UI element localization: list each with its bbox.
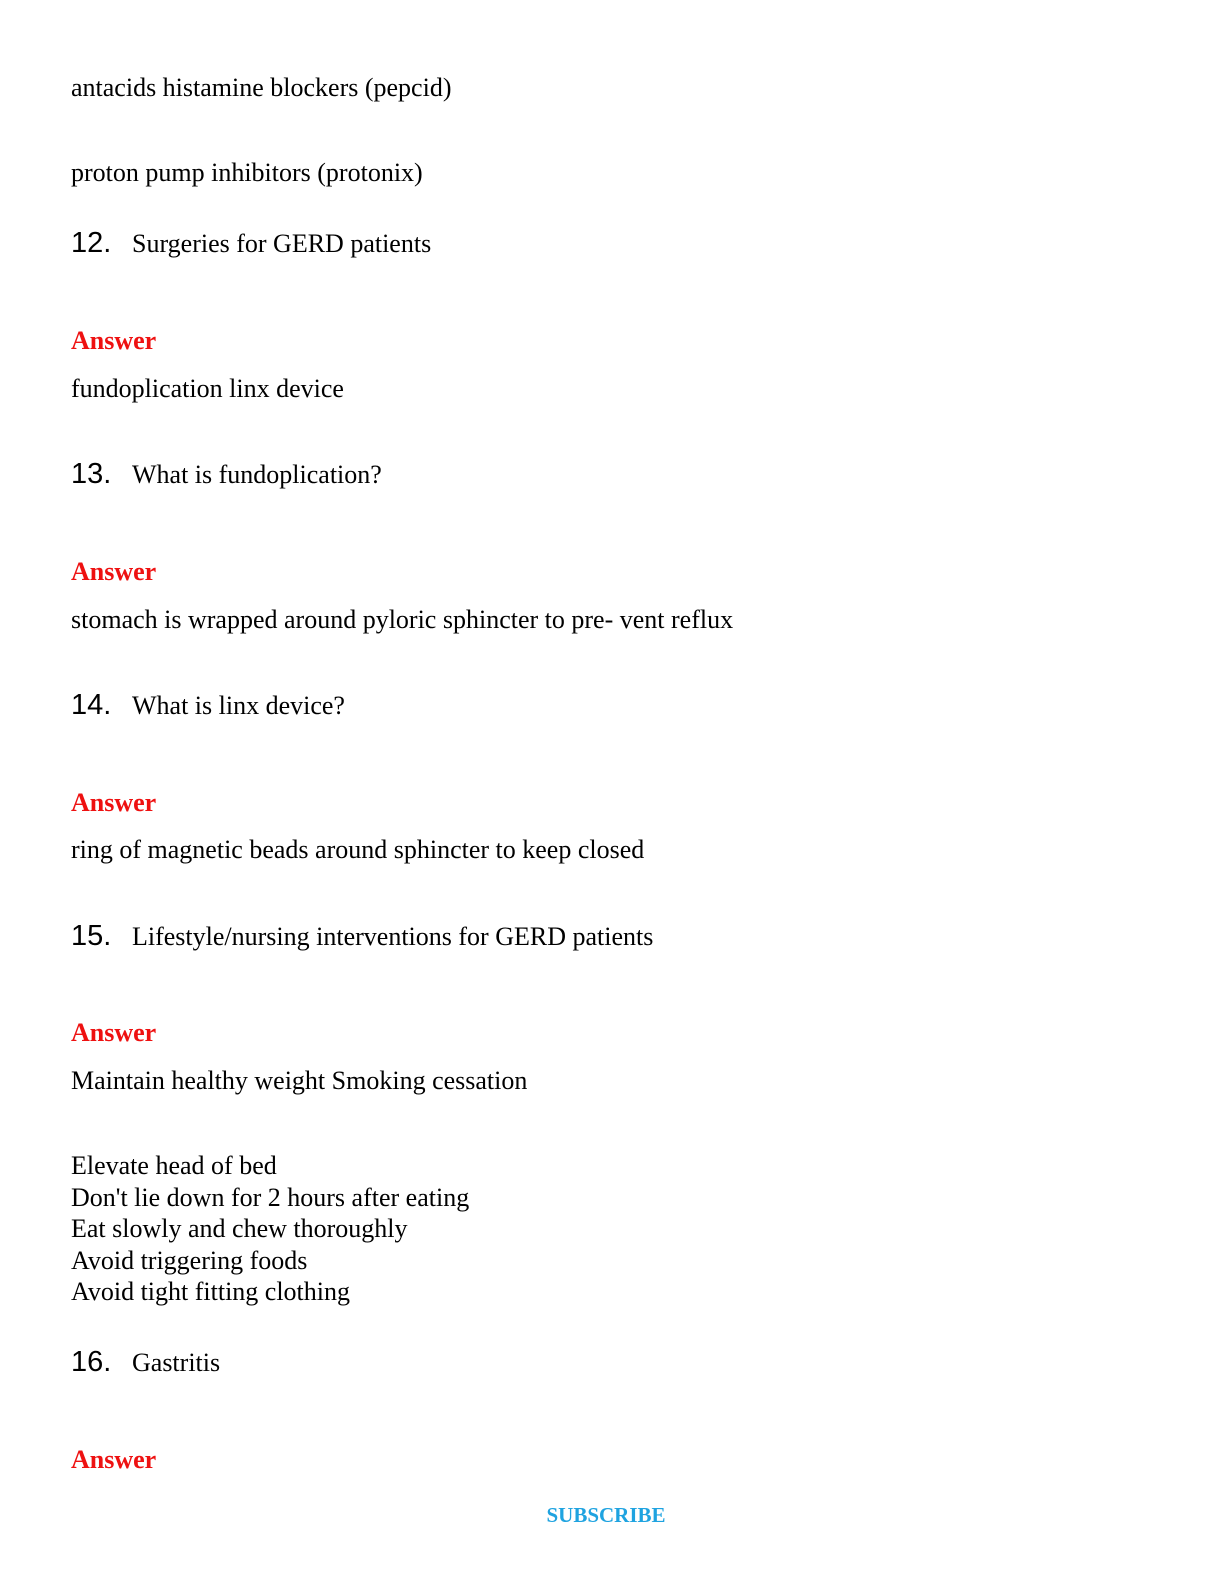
question-text: Lifestyle/nursing interventions for GERD patients (132, 922, 654, 951)
list-item: Avoid tight fitting clothing (71, 1277, 351, 1307)
intervention-list (71, 1150, 469, 1308)
list-item: Avoid triggering foods (71, 1245, 308, 1275)
answer-label: Answer (71, 557, 157, 586)
question-number: 12. (71, 227, 112, 259)
subscribe-link[interactable]: SUBSCRIBE (546, 1503, 666, 1527)
question-13 (71, 458, 382, 491)
list-item: Elevate head of bed (71, 1151, 277, 1180)
answer-text: fundoplication linx device (71, 374, 344, 403)
question-text: Gastritis (132, 1348, 221, 1377)
answer-text-line: antacids histamine blockers (pepcid) (71, 73, 452, 102)
answer-text: ring of magnetic beads around sphincter to keep closed (71, 835, 645, 864)
answer-label: Answer (71, 1445, 157, 1474)
question-12 (71, 227, 431, 260)
question-number: 15. (71, 920, 112, 952)
question-14 (71, 689, 345, 722)
list-item: Don't lie down for 2 hours after eating (71, 1182, 470, 1212)
question-15 (71, 920, 653, 953)
answer-text-line: proton pump inhibitors (protonix) (71, 158, 423, 187)
question-text: What is fundoplication? (132, 460, 382, 489)
question-number: 16. (71, 1346, 112, 1378)
answer-label: Answer (71, 326, 157, 355)
question-16 (71, 1346, 220, 1379)
list-item: Eat slowly and chew thoroughly (71, 1214, 408, 1244)
question-number: 13. (71, 458, 112, 490)
answer-text: Maintain healthy weight Smoking cessation (71, 1066, 528, 1095)
question-text: Surgeries for GERD patients (132, 229, 432, 258)
answer-text: stomach is wrapped around pyloric sphincter to pre- vent reflux (71, 605, 734, 634)
answer-label: Answer (71, 788, 157, 817)
question-number: 14. (71, 689, 112, 721)
question-text: What is linx device? (132, 691, 345, 720)
answer-label: Answer (71, 1018, 157, 1047)
